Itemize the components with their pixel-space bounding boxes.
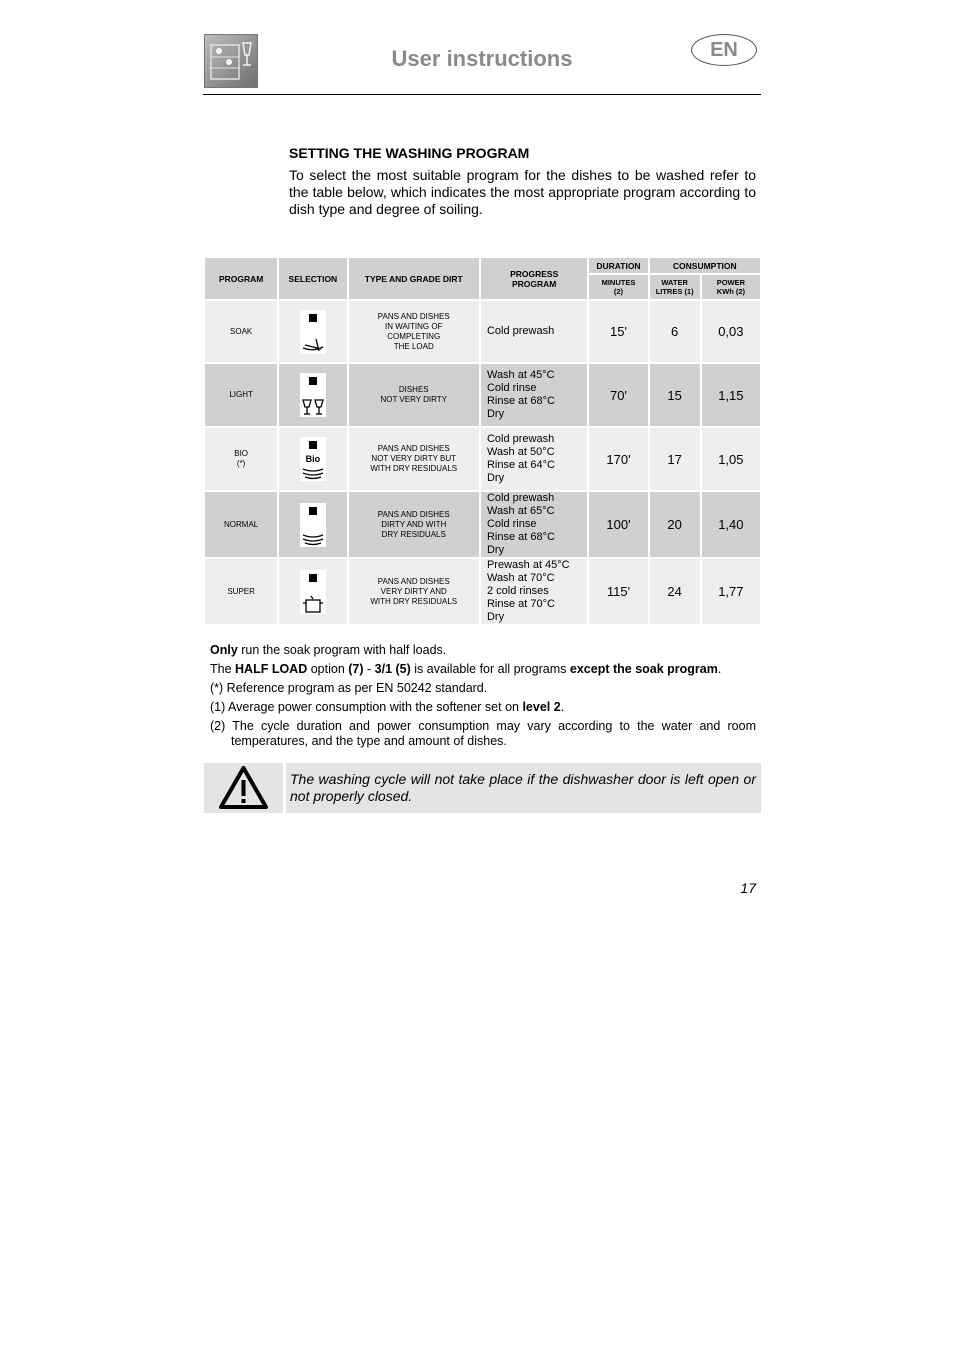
power-kwh: 0,03 — [702, 301, 760, 362]
power-kwh: 1,77 — [702, 559, 760, 624]
header-type: TYPE AND GRADE DIRT — [349, 258, 479, 299]
warning-triangle-icon — [204, 763, 283, 813]
program-name: SOAK — [205, 301, 277, 362]
water-litres: 20 — [650, 492, 700, 557]
selection-cell — [279, 559, 346, 624]
header-divider — [203, 94, 761, 95]
power-kwh: 1,05 — [702, 428, 760, 490]
dirt-type: DISHES NOT VERY DIRTY — [349, 364, 479, 426]
table-row — [205, 428, 760, 490]
dirt-type: PANS AND DISHES DIRTY AND WITH DRY RESIDUALS — [349, 492, 479, 557]
header-minutes: MINUTES (2) — [589, 275, 647, 299]
progress-steps: Wash at 45°C Cold rinse Rinse at 68°C Dry — [481, 364, 587, 426]
selection-cell — [279, 428, 346, 490]
duration-minutes: 100' — [589, 492, 647, 557]
selection-cell — [279, 301, 346, 362]
water-litres: 6 — [650, 301, 700, 362]
dirt-type: PANS AND DISHES NOT VERY DIRTY BUT WITH DRY RESIDUALS — [349, 428, 479, 490]
table-row — [205, 364, 760, 426]
bio-label: Bio — [305, 454, 321, 464]
bio-program-icon — [300, 437, 326, 481]
page-header — [203, 32, 761, 95]
dirt-type: PANS AND DISHES IN WAITING OF COMPLETING THE LOAD — [349, 301, 479, 362]
duration-minutes: 70' — [589, 364, 647, 426]
program-name: LIGHT — [205, 364, 277, 426]
header-selection: SELECTION — [279, 258, 346, 299]
note-half-load: The HALF LOAD option (7) - 3/1 (5) is available for all programs except the soak program. — [210, 662, 722, 676]
water-litres: 15 — [650, 364, 700, 426]
duration-minutes: 170' — [589, 428, 647, 490]
note-duration: (2) The cycle duration and power consumption may vary according to the water and room temperatures, and the type and amount of dishes. — [210, 719, 756, 748]
intro-paragraph: To select the most suitable program for the dishes to be washed refer to the table below, which indicates the most appropriate program according to dish type and degree of soiling. — [289, 167, 756, 217]
progress-steps: Prewash at 45°C Wash at 70°C 2 cold rinses Rinse at 70°C Dry — [481, 559, 587, 624]
progress-steps: Cold prewash Wash at 65°C Cold rinse Rinse at 68°C Dry — [481, 492, 587, 557]
table-row — [205, 301, 760, 362]
note-reference: (*) Reference program as per EN 50242 standard. — [210, 681, 488, 695]
program-name: SUPER — [205, 559, 277, 624]
water-litres: 17 — [650, 428, 700, 490]
page-title: User instructions — [391, 46, 573, 71]
program-name: BIO (*) — [205, 428, 277, 490]
selection-cell — [279, 492, 346, 557]
header-power: POWER KWh (2) — [702, 275, 760, 299]
note-soak: Only run the soak program with half loads. — [210, 643, 447, 657]
header-progress: PROGRESS PROGRAM — [481, 258, 587, 299]
glasses-program-icon — [300, 373, 326, 417]
header-program: PROGRAM — [205, 258, 277, 299]
water-litres: 24 — [650, 559, 700, 624]
dirt-type: PANS AND DISHES VERY DIRTY AND WITH DRY RESIDUALS — [349, 559, 479, 624]
warning-box — [286, 763, 761, 813]
pot-program-icon — [300, 570, 326, 614]
section-title: SETTING THE WASHING PROGRAM — [289, 145, 530, 161]
duration-minutes: 115' — [589, 559, 647, 624]
language-badge: EN — [691, 34, 757, 66]
selection-cell — [279, 364, 346, 426]
note-power: (1) Average power consumption with the softener set on level 2. — [210, 700, 565, 714]
header-water: WATER LITRES (1) — [650, 275, 700, 299]
program-name: NORMAL — [205, 492, 277, 557]
page-number: 17 — [740, 880, 756, 896]
program-table — [203, 256, 762, 626]
power-kwh: 1,15 — [702, 364, 760, 426]
header-consumption: CONSUMPTION — [650, 258, 760, 273]
power-kwh: 1,40 — [702, 492, 760, 557]
progress-steps: Cold prewash — [481, 301, 587, 362]
header-duration: DURATION — [589, 258, 647, 273]
plates-program-icon — [300, 503, 326, 547]
soak-program-icon — [300, 310, 326, 354]
warning-text: The washing cycle will not take place if the dishwasher door is left open or not properly closed. — [290, 771, 756, 804]
table-row — [205, 492, 760, 557]
table-notes — [210, 643, 756, 753]
duration-minutes: 15' — [589, 301, 647, 362]
table-row — [205, 559, 760, 624]
progress-steps: Cold prewash Wash at 50°C Rinse at 64°C Dry — [481, 428, 587, 490]
